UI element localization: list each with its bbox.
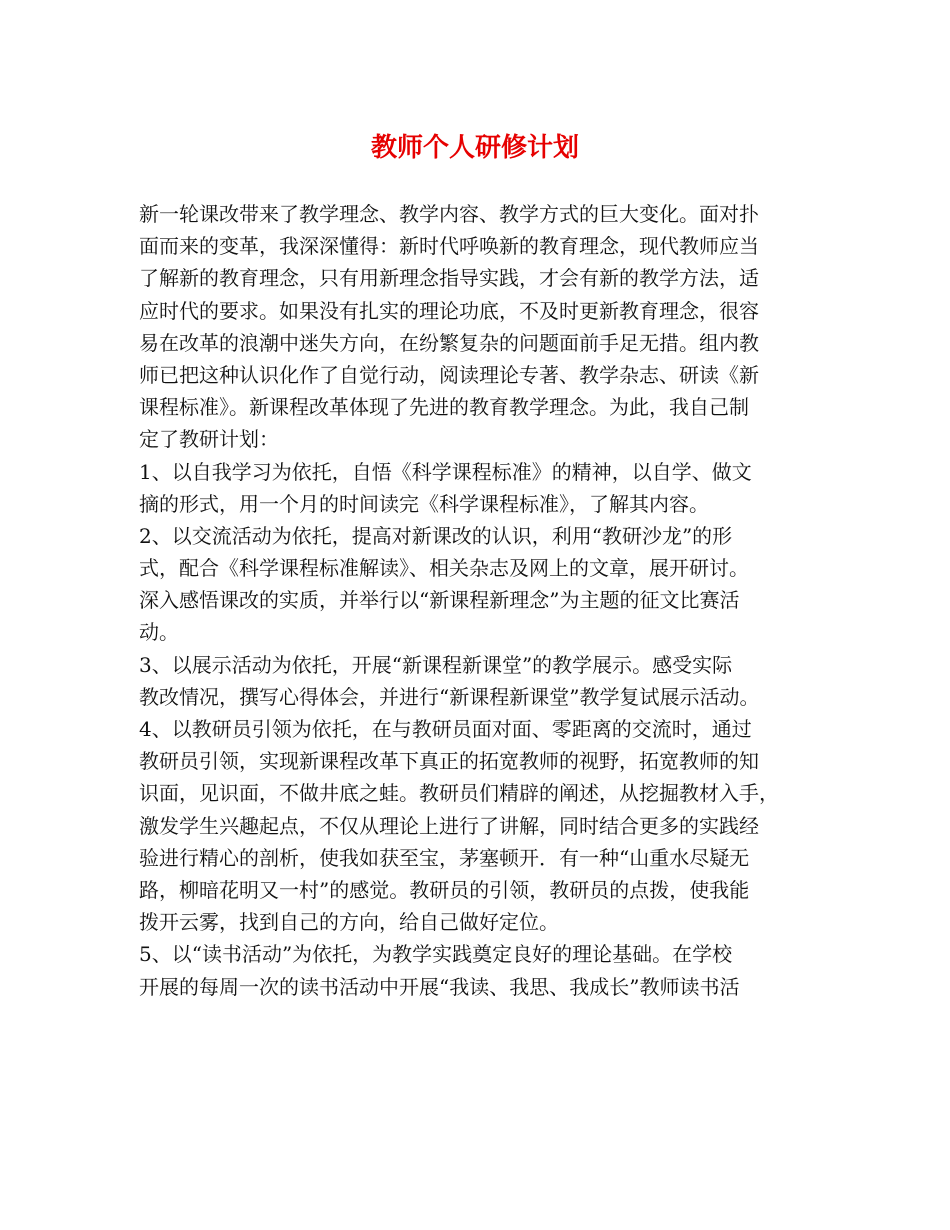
text-line: 4、以教研员引领为依托，在与教研员面对面、零距离的交流时，通过 <box>139 717 752 741</box>
text-line: 教研员引领，实现新课程改革下真正的拓宽教师的视野，拓宽教师的知 <box>139 749 759 774</box>
text-line: 开展的每周一次的读书活动中开展“我读、我思、我成长”教师读书活 <box>139 974 740 999</box>
text-line: 式，配合《科学课程标准解读》、相关杂志及网上的文章，展开研讨。 <box>139 556 749 581</box>
text-line: 新一轮课改带来了教学理念、教学内容、教学方式的巨大变化。面对扑 <box>139 202 759 226</box>
paragraph <box>139 938 815 1002</box>
text-line: 应时代的要求。如果没有扎实的理论功底，不及时更新教育理念，很容 <box>139 298 759 323</box>
paragraph <box>139 456 815 520</box>
document-body <box>139 198 815 1003</box>
paragraph <box>139 713 815 938</box>
text-line: 动。 <box>139 620 179 645</box>
text-line: 3、以展示活动为依托，开展“新课程新课堂”的教学展示。感受实际 <box>139 652 733 677</box>
text-line: 摘的形式，用一个月的时间读完《科学课程标准》，了解其内容。 <box>139 491 709 516</box>
paragraph <box>139 520 815 649</box>
text-line: 了解新的教育理念，只有用新理念指导实践，才会有新的教学方法，适 <box>139 266 759 291</box>
text-line: 定了教研计划： <box>139 427 279 452</box>
text-line: 拨开云雾，找到自己的方向，给自己做好定位。 <box>139 910 559 935</box>
text-line: 路，柳暗花明又一村”的感觉。教研员的引领，教研员的点拨，使我能 <box>139 877 750 902</box>
text-line: 2、以交流活动为依托，提高对新课改的认识，利用“教研沙龙”的形 <box>139 523 733 548</box>
text-line: 面而来的变革，我深深懂得：新时代呼唤新的教育理念，现代教师应当 <box>139 234 759 259</box>
text-line: 课程标准》。新课程改革体现了先进的教育教学理念。为此，我自己制 <box>139 395 749 420</box>
text-line: 激发学生兴趣起点，不仅从理论上进行了讲解，同时结合更多的实践经 <box>139 813 759 838</box>
text-line: 验进行精心的剖析，使我如获至宝，茅塞顿开．有一种“山重水尽疑无 <box>139 845 750 870</box>
text-line: 5、以“读书活动”为依托，为教学实践奠定良好的理论基础。在学校 <box>139 942 733 967</box>
text-line: 易在改革的浪潮中迷失方向，在纷繁复杂的问题面前手足无措。组内教 <box>139 330 759 355</box>
document-title: 教师个人研修计划 <box>370 133 579 163</box>
text-line: 识面，见识面，不做井底之蛙。教研员们精辟的阐述，从挖掘教材入手， <box>139 781 779 806</box>
paragraph <box>139 649 815 713</box>
text-line: 师已把这种认识化作了自觉行动，阅读理论专著、教学杂志、研读《新 <box>139 362 759 387</box>
text-line: 深入感悟课改的实质，并举行以“新课程新理念”为主题的征文比赛活 <box>139 588 740 613</box>
text-line: 教改情况，撰写心得体会，并进行“新课程新课堂”教学复试展示活动。 <box>139 684 760 709</box>
text-line: 1、以自我学习为依托，自悟《科学课程标准》的精神，以自学、做文 <box>139 459 752 484</box>
paragraph <box>139 198 815 456</box>
